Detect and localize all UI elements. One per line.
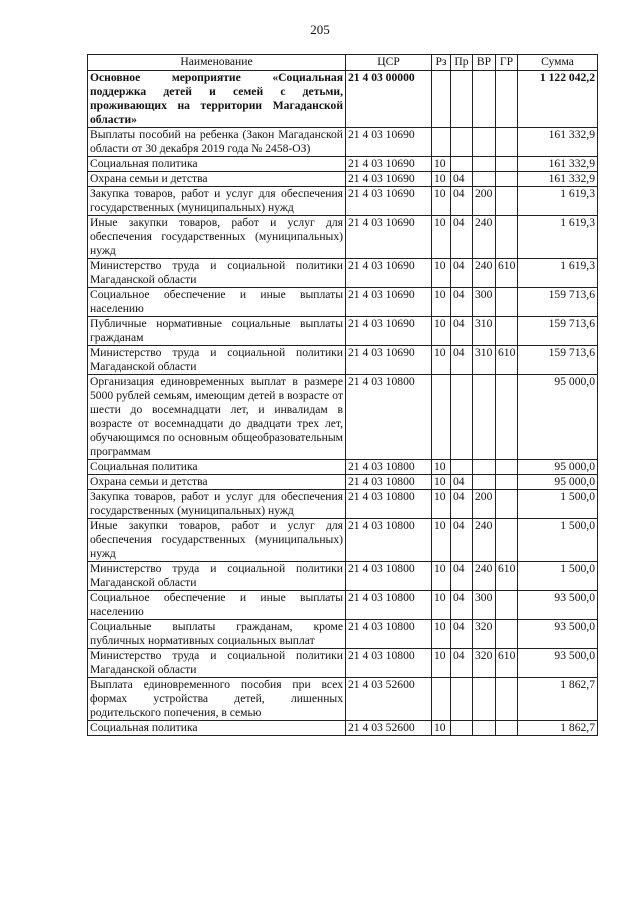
row-csr: 21 4 03 10800 [346, 591, 432, 620]
table-row [88, 317, 598, 346]
row-pr: 04 [451, 172, 473, 187]
row-pr: 04 [451, 187, 473, 216]
row-sum: 1 122 042,2 [518, 71, 598, 128]
row-pr [451, 460, 473, 475]
row-sum: 93 500,0 [518, 591, 598, 620]
row-rz: 10 [432, 721, 451, 736]
row-name: Социальная политика [88, 157, 346, 172]
row-vr: 320 [473, 620, 496, 649]
row-gr [496, 71, 518, 128]
row-sum: 159 713,6 [518, 288, 598, 317]
row-vr [473, 475, 496, 490]
table-row [88, 721, 598, 736]
row-sum: 161 332,9 [518, 157, 598, 172]
row-sum: 1 862,7 [518, 678, 598, 721]
row-pr: 04 [451, 562, 473, 591]
row-sum: 1 500,0 [518, 519, 598, 562]
row-rz [432, 71, 451, 128]
row-csr: 21 4 03 10800 [346, 519, 432, 562]
row-name: Закупка товаров, работ и услуг для обеспечения государственных (муниципальных) нужд [88, 187, 346, 216]
row-sum: 93 500,0 [518, 620, 598, 649]
row-pr: 04 [451, 620, 473, 649]
table-row [88, 678, 598, 721]
table-row [88, 490, 598, 519]
table-row [88, 128, 598, 157]
row-vr: 240 [473, 519, 496, 562]
row-name: Публичные нормативные социальные выплаты гражданам [88, 317, 346, 346]
row-gr [496, 620, 518, 649]
row-pr [451, 71, 473, 128]
row-csr: 21 4 03 10800 [346, 562, 432, 591]
row-name: Социальное обеспечение и иные выплаты населению [88, 591, 346, 620]
row-vr [473, 128, 496, 157]
row-vr [473, 678, 496, 721]
row-gr [496, 678, 518, 721]
row-csr: 21 4 03 10800 [346, 490, 432, 519]
table-row [88, 562, 598, 591]
row-rz: 10 [432, 172, 451, 187]
row-gr [496, 460, 518, 475]
row-csr: 21 4 03 52600 [346, 721, 432, 736]
row-rz: 10 [432, 591, 451, 620]
row-rz [432, 128, 451, 157]
table-row [88, 157, 598, 172]
header-sum: Сумма [518, 55, 598, 71]
table-row [88, 288, 598, 317]
row-name: Выплата единовременного пособия при всех формах устройства детей, лишенных родительского попечения, в семью [88, 678, 346, 721]
row-gr: 610 [496, 562, 518, 591]
row-gr [496, 475, 518, 490]
row-sum: 159 713,6 [518, 346, 598, 375]
header-vr: ВР [473, 55, 496, 71]
row-rz: 10 [432, 346, 451, 375]
table-row [88, 475, 598, 490]
row-gr [496, 216, 518, 259]
table-row [88, 375, 598, 460]
row-pr: 04 [451, 216, 473, 259]
row-gr [496, 157, 518, 172]
header-gr: ГР [496, 55, 518, 71]
row-gr: 610 [496, 649, 518, 678]
row-name: Министерство труда и социальной политики Магаданской области [88, 649, 346, 678]
row-gr [496, 317, 518, 346]
row-sum: 1 619,3 [518, 187, 598, 216]
table-row [88, 187, 598, 216]
row-pr: 04 [451, 490, 473, 519]
row-sum: 161 332,9 [518, 128, 598, 157]
row-name: Социальные выплаты гражданам, кроме публичных нормативных социальных выплат [88, 620, 346, 649]
row-sum: 1 500,0 [518, 562, 598, 591]
table-row [88, 172, 598, 187]
row-pr: 04 [451, 475, 473, 490]
row-csr: 21 4 03 52600 [346, 678, 432, 721]
row-csr: 21 4 03 10690 [346, 346, 432, 375]
row-vr: 310 [473, 346, 496, 375]
table-row [88, 460, 598, 475]
header-csr: ЦСР [346, 55, 432, 71]
row-csr: 21 4 03 10800 [346, 475, 432, 490]
row-vr: 310 [473, 317, 496, 346]
row-sum: 159 713,6 [518, 317, 598, 346]
row-gr [496, 375, 518, 460]
row-vr: 320 [473, 649, 496, 678]
row-pr: 04 [451, 317, 473, 346]
header-rz: Рз [432, 55, 451, 71]
row-name: Социальная политика [88, 460, 346, 475]
row-vr: 200 [473, 187, 496, 216]
row-rz: 10 [432, 288, 451, 317]
row-gr [496, 519, 518, 562]
row-pr: 04 [451, 259, 473, 288]
row-csr: 21 4 03 10800 [346, 620, 432, 649]
row-rz: 10 [432, 519, 451, 562]
table-row [88, 649, 598, 678]
row-vr [473, 71, 496, 128]
row-rz: 10 [432, 157, 451, 172]
row-sum: 1 619,3 [518, 216, 598, 259]
row-rz [432, 678, 451, 721]
row-csr: 21 4 03 10690 [346, 187, 432, 216]
table-row [88, 591, 598, 620]
row-rz: 10 [432, 475, 451, 490]
row-rz: 10 [432, 490, 451, 519]
row-rz: 10 [432, 649, 451, 678]
header-pr: Пр [451, 55, 473, 71]
row-pr: 04 [451, 591, 473, 620]
row-csr: 21 4 03 10800 [346, 649, 432, 678]
row-vr: 300 [473, 288, 496, 317]
row-rz [432, 375, 451, 460]
row-pr: 04 [451, 649, 473, 678]
row-rz: 10 [432, 620, 451, 649]
table-row [88, 216, 598, 259]
row-gr [496, 187, 518, 216]
row-gr [496, 721, 518, 736]
row-vr [473, 375, 496, 460]
table-header-row [88, 55, 598, 71]
row-gr [496, 490, 518, 519]
row-csr: 21 4 03 10690 [346, 157, 432, 172]
row-vr [473, 157, 496, 172]
row-name: Организация единовременных выплат в размере 5000 рублей семьям, имеющим детей в возрасте от шести до восемнадцати лет, и инвалидам в возрасте от восемнадцати до двадцати трех лет, обучающимся по основным общеобразовательным программам [88, 375, 346, 460]
row-sum: 1 862,7 [518, 721, 598, 736]
row-pr [451, 128, 473, 157]
row-pr: 04 [451, 346, 473, 375]
row-csr: 21 4 03 10690 [346, 317, 432, 346]
table-row [88, 519, 598, 562]
row-gr [496, 288, 518, 317]
row-csr: 21 4 03 10690 [346, 288, 432, 317]
row-sum: 1 500,0 [518, 490, 598, 519]
row-name: Иные закупки товаров, работ и услуг для обеспечения государственных (муниципальных) нужд [88, 519, 346, 562]
row-gr: 610 [496, 346, 518, 375]
row-csr: 21 4 03 10800 [346, 460, 432, 475]
row-name: Выплаты пособий на ребенка (Закон Магаданской области от 30 декабря 2019 года № 2458-ОЗ) [88, 128, 346, 157]
row-csr: 21 4 03 10690 [346, 128, 432, 157]
row-csr: 21 4 03 10690 [346, 172, 432, 187]
table-row [88, 346, 598, 375]
row-csr: 21 4 03 00000 [346, 71, 432, 128]
row-name: Охрана семьи и детства [88, 172, 346, 187]
row-name: Министерство труда и социальной политики Магаданской области [88, 259, 346, 288]
table-row [88, 620, 598, 649]
row-gr: 610 [496, 259, 518, 288]
row-vr: 300 [473, 591, 496, 620]
page-number: 205 [310, 22, 330, 37]
row-sum: 95 000,0 [518, 475, 598, 490]
row-vr [473, 460, 496, 475]
row-csr: 21 4 03 10800 [346, 375, 432, 460]
row-pr [451, 157, 473, 172]
row-rz: 10 [432, 259, 451, 288]
row-pr [451, 375, 473, 460]
row-name: Охрана семьи и детства [88, 475, 346, 490]
row-vr: 240 [473, 259, 496, 288]
row-rz: 10 [432, 187, 451, 216]
row-rz: 10 [432, 562, 451, 591]
row-name: Министерство труда и социальной политики Магаданской области [88, 562, 346, 591]
row-sum: 1 619,3 [518, 259, 598, 288]
row-sum: 95 000,0 [518, 375, 598, 460]
row-csr: 21 4 03 10690 [346, 259, 432, 288]
budget-table [87, 54, 598, 736]
row-vr [473, 172, 496, 187]
row-pr: 04 [451, 288, 473, 317]
row-gr [496, 172, 518, 187]
row-vr [473, 721, 496, 736]
table-row [88, 259, 598, 288]
row-rz: 10 [432, 460, 451, 475]
table-row [88, 71, 598, 128]
row-vr: 240 [473, 562, 496, 591]
row-rz: 10 [432, 216, 451, 259]
row-pr [451, 678, 473, 721]
row-name: Министерство труда и социальной политики Магаданской области [88, 346, 346, 375]
row-vr: 200 [473, 490, 496, 519]
row-sum: 93 500,0 [518, 649, 598, 678]
row-name: Основное мероприятие «Социальная поддержка детей и семей с детьми, проживающих на территории Магаданской области» [88, 71, 346, 128]
row-gr [496, 591, 518, 620]
row-name: Закупка товаров, работ и услуг для обеспечения государственных (муниципальных) нужд [88, 490, 346, 519]
row-name: Иные закупки товаров, работ и услуг для обеспечения государственных (муниципальных) нужд [88, 216, 346, 259]
header-name: Наименование [88, 55, 346, 71]
row-gr [496, 128, 518, 157]
row-sum: 161 332,9 [518, 172, 598, 187]
row-sum: 95 000,0 [518, 460, 598, 475]
row-pr: 04 [451, 519, 473, 562]
row-csr: 21 4 03 10690 [346, 216, 432, 259]
row-name: Социальная политика [88, 721, 346, 736]
row-name: Социальное обеспечение и иные выплаты населению [88, 288, 346, 317]
row-vr: 240 [473, 216, 496, 259]
row-pr [451, 721, 473, 736]
row-rz: 10 [432, 317, 451, 346]
